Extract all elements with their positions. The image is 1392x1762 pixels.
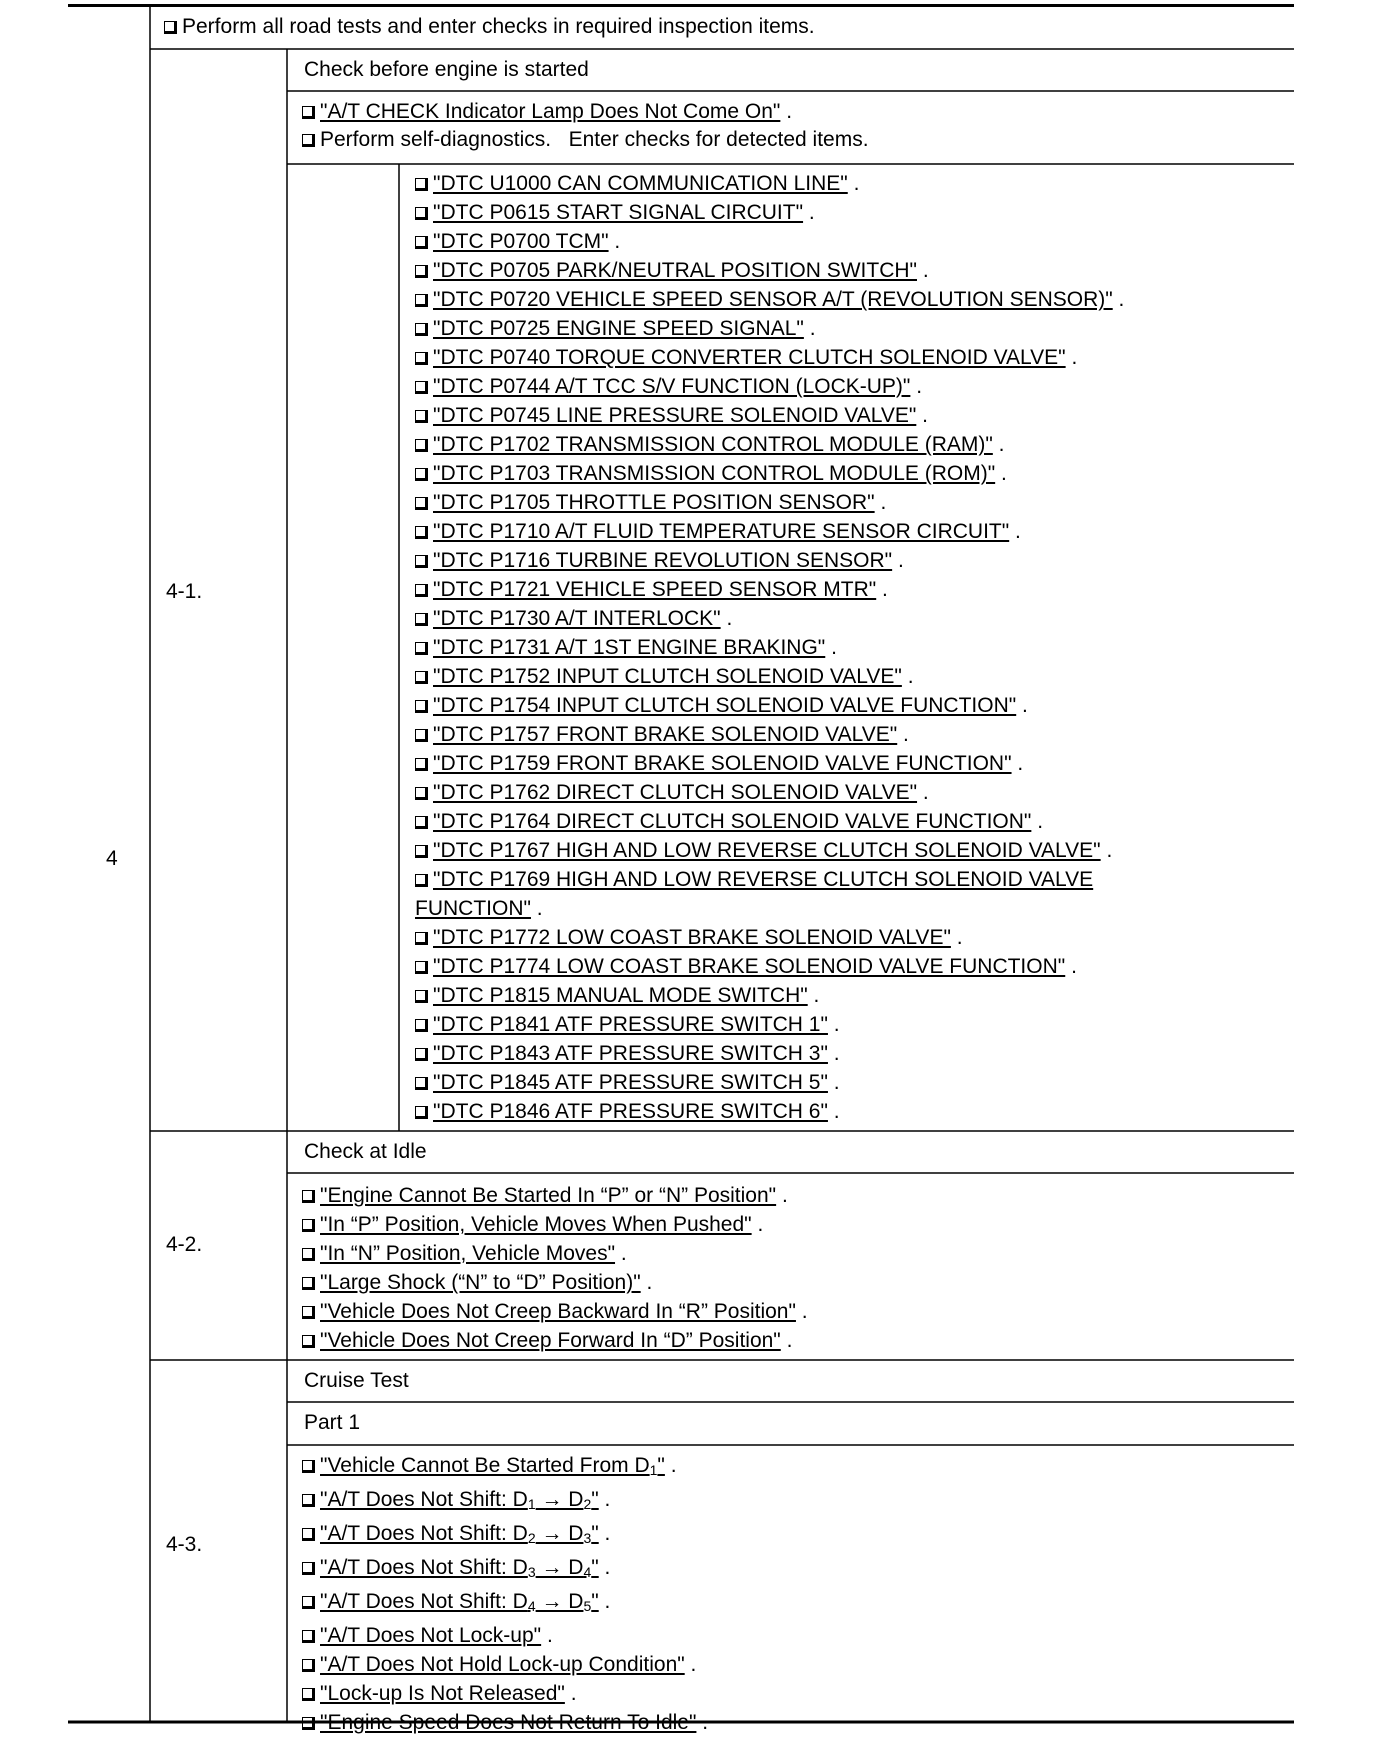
list-item: "DTC P1845 ATF PRESSURE SWITCH 5" . (415, 1068, 1124, 1097)
item-link[interactable]: "DTC P1705 THROTTLE POSITION SENSOR" (433, 491, 875, 514)
cruise-link[interactable]: "A/T Does Not Shift: $D_2 \to D_3$" (320, 1522, 599, 1546)
list-item: "Vehicle Does Not Creep Backward In “R” Position" . (302, 1297, 808, 1326)
cruise-link[interactable]: "A/T Does Not Shift: $D_3 \to D_4$" (320, 1556, 599, 1580)
list-item: "DTC P0615 START SIGNAL CIRCUIT" . (415, 198, 1124, 227)
list-item: "A/T Does Not Shift: $D_4 \to D_5$" . (302, 1587, 708, 1621)
section-number-4-3: 4-3. (166, 1533, 203, 1556)
item-link[interactable]: "DTC P1716 TURBINE REVOLUTION SENSOR" (433, 549, 893, 572)
top-instruction: Perform all road tests and enter checks in required inspection items. (164, 13, 815, 41)
item-link[interactable]: "DTC P1815 MANUAL MODE SWITCH" (433, 984, 808, 1007)
checkbox-icon[interactable] (415, 758, 428, 771)
checkbox-icon[interactable] (302, 1562, 315, 1575)
item-link[interactable]: FUNCTION" (415, 897, 531, 920)
list-item: "Engine Speed Does Not Return To Idle" . (302, 1708, 708, 1737)
checkbox-icon[interactable] (415, 584, 428, 597)
checkbox-icon[interactable] (415, 816, 428, 829)
list-item: "In “P” Position, Vehicle Moves When Pushed" . (302, 1210, 808, 1239)
checkbox-icon[interactable] (415, 294, 428, 307)
item-link[interactable]: "DTC P1702 TRANSMISSION CONTROL MODULE (RAM)" (433, 433, 993, 456)
item-link[interactable]: "In “N” Position, Vehicle Moves" (320, 1242, 616, 1265)
item-link[interactable]: "DTC P0740 TORQUE CONVERTER CLUTCH SOLENOID VALVE" (433, 346, 1066, 369)
checkbox-icon[interactable] (415, 642, 428, 655)
checkbox-icon[interactable] (415, 700, 428, 713)
list-item: "DTC P1710 A/T FLUID TEMPERATURE SENSOR CIRCUIT" . (415, 517, 1124, 546)
list-item: "DTC P0725 ENGINE SPEED SIGNAL" . (415, 314, 1124, 343)
checkbox-icon[interactable] (415, 178, 428, 191)
item-link[interactable]: "DTC P1730 A/T INTERLOCK" (433, 607, 721, 630)
item-link[interactable]: "DTC P1757 FRONT BRAKE SOLENOID VALVE" (433, 723, 898, 746)
list-item: "DTC P1815 MANUAL MODE SWITCH" . (415, 981, 1124, 1010)
section-header-4-3: Cruise Test (304, 1369, 409, 1392)
item-link[interactable]: "Engine Cannot Be Started In “P” or “N” Position" (320, 1184, 777, 1207)
list-item: "DTC P1767 HIGH AND LOW REVERSE CLUTCH SOLENOID VALVE" . (415, 836, 1124, 865)
checkbox-icon[interactable] (302, 134, 315, 147)
checkbox-icon[interactable] (415, 555, 428, 568)
checkbox-icon[interactable] (302, 1277, 315, 1290)
lamp-link[interactable]: "A/T CHECK Indicator Lamp Does Not Come On" (320, 100, 781, 123)
item-link[interactable]: "Vehicle Does Not Creep Backward In “R” Position" (320, 1300, 796, 1323)
item-link[interactable]: "Large Shock (“N” to “D” Position)" (320, 1271, 641, 1294)
checkbox-icon[interactable] (415, 497, 428, 510)
item-link[interactable]: "A/T Does Not Hold Lock-up Condition" (320, 1653, 685, 1676)
item-link[interactable]: "DTC P0745 LINE PRESSURE SOLENOID VALVE" (433, 404, 917, 427)
checkbox-icon[interactable] (415, 1106, 428, 1119)
item-link[interactable]: "DTC P1769 HIGH AND LOW REVERSE CLUTCH SOLENOID VALVE (433, 868, 1094, 891)
item-link[interactable]: "DTC P1731 A/T 1ST ENGINE BRAKING" (433, 636, 826, 659)
item-link[interactable]: "DTC P1721 VEHICLE SPEED SENSOR MTR" (433, 578, 877, 601)
list-item: "DTC P1841 ATF PRESSURE SWITCH 1" . (415, 1010, 1124, 1039)
list-item: "DTC P1772 LOW COAST BRAKE SOLENOID VALVE" . (415, 923, 1124, 952)
cruise-link[interactable]: "A/T Does Not Shift: $D_1 \to D_2$" (320, 1488, 599, 1512)
checkbox-icon[interactable] (415, 468, 428, 481)
section-header-4-2: Check at Idle (304, 1140, 427, 1163)
checkbox-icon[interactable] (164, 21, 177, 34)
checkbox-icon[interactable] (415, 961, 428, 974)
checkbox-icon[interactable] (302, 1630, 315, 1643)
item-link[interactable]: "DTC P1762 DIRECT CLUTCH SOLENOID VALVE" (433, 781, 918, 804)
item-link[interactable]: "DTC P1710 A/T FLUID TEMPERATURE SENSOR CIRCUIT" (433, 520, 1010, 543)
checkbox-icon[interactable] (415, 265, 428, 278)
item-link[interactable]: "DTC P1774 LOW COAST BRAKE SOLENOID VALVE FUNCTION" (433, 955, 1066, 978)
list-item: "DTC P0745 LINE PRESSURE SOLENOID VALVE" . (415, 401, 1124, 430)
list-item: "A/T Does Not Lock-up" . (302, 1621, 708, 1650)
list-item: "DTC P1716 TURBINE REVOLUTION SENSOR" . (415, 546, 1124, 575)
checkbox-icon[interactable] (415, 410, 428, 423)
list-item (415, 865, 1124, 894)
list-item: "DTC P1721 VEHICLE SPEED SENSOR MTR" . (415, 575, 1124, 604)
list-item: "DTC P1754 INPUT CLUTCH SOLENOID VALVE FUNCTION" . (415, 691, 1124, 720)
list-item: "A/T Does Not Shift: $D_3 \to D_4$" . (302, 1553, 708, 1587)
item-link[interactable]: "In “P” Position, Vehicle Moves When Pushed" (320, 1213, 752, 1236)
list-item: "DTC P1705 THROTTLE POSITION SENSOR" . (415, 488, 1124, 517)
list-item: "DTC U1000 CAN COMMUNICATION LINE" . (415, 169, 1124, 198)
checkbox-icon[interactable] (302, 1596, 315, 1609)
item-link[interactable]: "DTC U1000 CAN COMMUNICATION LINE" (433, 172, 848, 195)
checkbox-icon[interactable] (415, 845, 428, 858)
cruise-check-list (302, 1451, 708, 1737)
part-label: Part 1 (304, 1411, 361, 1434)
item-link[interactable]: "DTC P1841 ATF PRESSURE SWITCH 1" (433, 1013, 828, 1036)
checkbox-icon[interactable] (415, 729, 428, 742)
list-item: "DTC P1759 FRONT BRAKE SOLENOID VALVE FUNCTION" . (415, 749, 1124, 778)
item-link[interactable]: "Lock-up Is Not Released" (320, 1682, 565, 1705)
item-link[interactable]: "DTC P0705 PARK/NEUTRAL POSITION SWITCH" (433, 259, 917, 282)
checkbox-icon[interactable] (415, 1019, 428, 1032)
list-item: "DTC P1731 A/T 1ST ENGINE BRAKING" . (415, 633, 1124, 662)
checkbox-icon[interactable] (302, 106, 315, 119)
checkbox-icon[interactable] (415, 1077, 428, 1090)
list-item: "DTC P1774 LOW COAST BRAKE SOLENOID VALVE FUNCTION" . (415, 952, 1124, 981)
checkbox-icon[interactable] (302, 1306, 315, 1319)
item-link[interactable]: "DTC P1767 HIGH AND LOW REVERSE CLUTCH SOLENOID VALVE" (433, 839, 1101, 862)
checkbox-icon[interactable] (415, 874, 428, 887)
idle-check-list (302, 1181, 808, 1355)
checkbox-icon[interactable] (415, 1048, 428, 1061)
checkbox-icon[interactable] (415, 526, 428, 539)
list-item: "DTC P0744 A/T TCC S/V FUNCTION (LOCK-UP)" . (415, 372, 1124, 401)
item-link[interactable]: "DTC P1764 DIRECT CLUTCH SOLENOID VALVE FUNCTION" (433, 810, 1032, 833)
checkbox-icon[interactable] (302, 1494, 315, 1507)
checkbox-icon[interactable] (415, 439, 428, 452)
section-number-4-1: 4-1. (166, 580, 203, 603)
list-item: "Large Shock (“N” to “D” Position)" . (302, 1268, 808, 1297)
item-link[interactable]: "DTC P1703 TRANSMISSION CONTROL MODULE (ROM)" (433, 462, 996, 485)
list-item: "DTC P1752 INPUT CLUTCH SOLENOID VALVE" . (415, 662, 1124, 691)
item-link[interactable]: "DTC P0615 START SIGNAL CIRCUIT" (433, 201, 804, 224)
item-link[interactable]: "A/T Does Not Lock-up" (320, 1624, 542, 1647)
checkbox-icon[interactable] (302, 1335, 315, 1348)
dtc-list (415, 169, 1124, 1126)
list-item: "DTC P1846 ATF PRESSURE SWITCH 6" . (415, 1097, 1124, 1126)
list-item: "DTC P0700 TCM" . (415, 227, 1124, 256)
checkbox-icon[interactable] (302, 1528, 315, 1541)
section-header-4-1: Check before engine is started (304, 58, 589, 81)
checkbox-icon[interactable] (415, 207, 428, 220)
item-link[interactable]: "DTC P1843 ATF PRESSURE SWITCH 3" (433, 1042, 828, 1065)
checkbox-icon[interactable] (302, 1659, 315, 1672)
item-link[interactable]: "DTC P0700 TCM" (433, 230, 609, 253)
section-number-4-2: 4-2. (166, 1233, 203, 1256)
item-link[interactable]: "DTC P1754 INPUT CLUTCH SOLENOID VALVE FUNCTION" (433, 694, 1017, 717)
checkbox-icon[interactable] (302, 1460, 315, 1473)
list-item: "A/T Does Not Shift: $D_1 \to D_2$" . (302, 1485, 708, 1519)
list-item: "DTC P1843 ATF PRESSURE SWITCH 3" . (415, 1039, 1124, 1068)
checkbox-icon[interactable] (302, 1190, 315, 1203)
checkbox-icon[interactable] (415, 352, 428, 365)
checkbox-icon[interactable] (302, 1248, 315, 1261)
list-item: "DTC P1703 TRANSMISSION CONTROL MODULE (ROM)" . (415, 459, 1124, 488)
list-item: "Vehicle Cannot Be Started From $D_1$" . (302, 1451, 708, 1485)
checkbox-icon[interactable] (415, 613, 428, 626)
item-link[interactable]: "DTC P1845 ATF PRESSURE SWITCH 5" (433, 1071, 828, 1094)
checkbox-icon[interactable] (302, 1219, 315, 1232)
item-link[interactable]: "DTC P0744 A/T TCC S/V FUNCTION (LOCK-UP)" (433, 375, 911, 398)
checkbox-icon[interactable] (415, 381, 428, 394)
list-item: "DTC P0705 PARK/NEUTRAL POSITION SWITCH" . (415, 256, 1124, 285)
list-item: "DTC P0740 TORQUE CONVERTER CLUTCH SOLENOID VALVE" . (415, 343, 1124, 372)
item-number: 4 (106, 847, 118, 870)
checkbox-icon[interactable] (302, 1688, 315, 1701)
checkbox-icon[interactable] (415, 236, 428, 249)
list-item: "Lock-up Is Not Released" . (302, 1679, 708, 1708)
list-item: "A/T Does Not Hold Lock-up Condition" . (302, 1650, 708, 1679)
item-link[interactable]: "DTC P1846 ATF PRESSURE SWITCH 6" (433, 1100, 828, 1123)
list-item: "DTC P1764 DIRECT CLUTCH SOLENOID VALVE FUNCTION" . (415, 807, 1124, 836)
list-item: "In “N” Position, Vehicle Moves" . (302, 1239, 808, 1268)
list-item: "DTC P0720 VEHICLE SPEED SENSOR A/T (REVOLUTION SENSOR)" . (415, 285, 1124, 314)
item-link[interactable]: "DTC P1759 FRONT BRAKE SOLENOID VALVE FUNCTION" (433, 752, 1012, 775)
item-link[interactable]: "Vehicle Does Not Creep Forward In “D” Position" (320, 1329, 781, 1352)
checkbox-icon[interactable] (415, 671, 428, 684)
checkbox-icon[interactable] (415, 990, 428, 1003)
item-link[interactable]: "Engine Speed Does Not Return To Idle" (320, 1711, 697, 1734)
selfdiag-text: Perform self-diagnostics. Enter checks for detected items. (320, 128, 869, 151)
item-link[interactable]: "DTC P1752 INPUT CLUTCH SOLENOID VALVE" (433, 665, 902, 688)
checkbox-icon[interactable] (415, 787, 428, 800)
cruise-link[interactable]: "Vehicle Cannot Be Started From $D_1$" (320, 1454, 665, 1478)
list-item: "DTC P1730 A/T INTERLOCK" . (415, 604, 1124, 633)
item-link[interactable]: "DTC P1772 LOW COAST BRAKE SOLENOID VALVE" (433, 926, 951, 949)
list-item: FUNCTION" . (415, 897, 543, 920)
list-item: "Vehicle Does Not Creep Forward In “D” Position" . (302, 1326, 808, 1355)
checkbox-icon[interactable] (415, 323, 428, 336)
list-item: "DTC P1702 TRANSMISSION CONTROL MODULE (RAM)" . (415, 430, 1124, 459)
list-item: "DTC P1757 FRONT BRAKE SOLENOID VALVE" . (415, 720, 1124, 749)
item-link[interactable]: "DTC P0720 VEHICLE SPEED SENSOR A/T (REVOLUTION SENSOR)" (433, 288, 1113, 311)
list-item: "A/T Does Not Shift: $D_2 \to D_3$" . (302, 1519, 708, 1553)
checkbox-icon[interactable] (302, 1717, 315, 1730)
list-item: "DTC P1762 DIRECT CLUTCH SOLENOID VALVE" . (415, 778, 1124, 807)
list-item: "Engine Cannot Be Started In “P” or “N” Position" . (302, 1181, 808, 1210)
item-link[interactable]: "DTC P0725 ENGINE SPEED SIGNAL" (433, 317, 804, 340)
precheck-items: "A/T CHECK Indicator Lamp Does Not Come On" . Perform self-diagnostics. Enter checks for detected items. (302, 98, 869, 154)
checkbox-icon[interactable] (415, 932, 428, 945)
cruise-link[interactable]: "A/T Does Not Shift: $D_4 \to D_5$" (320, 1590, 599, 1614)
